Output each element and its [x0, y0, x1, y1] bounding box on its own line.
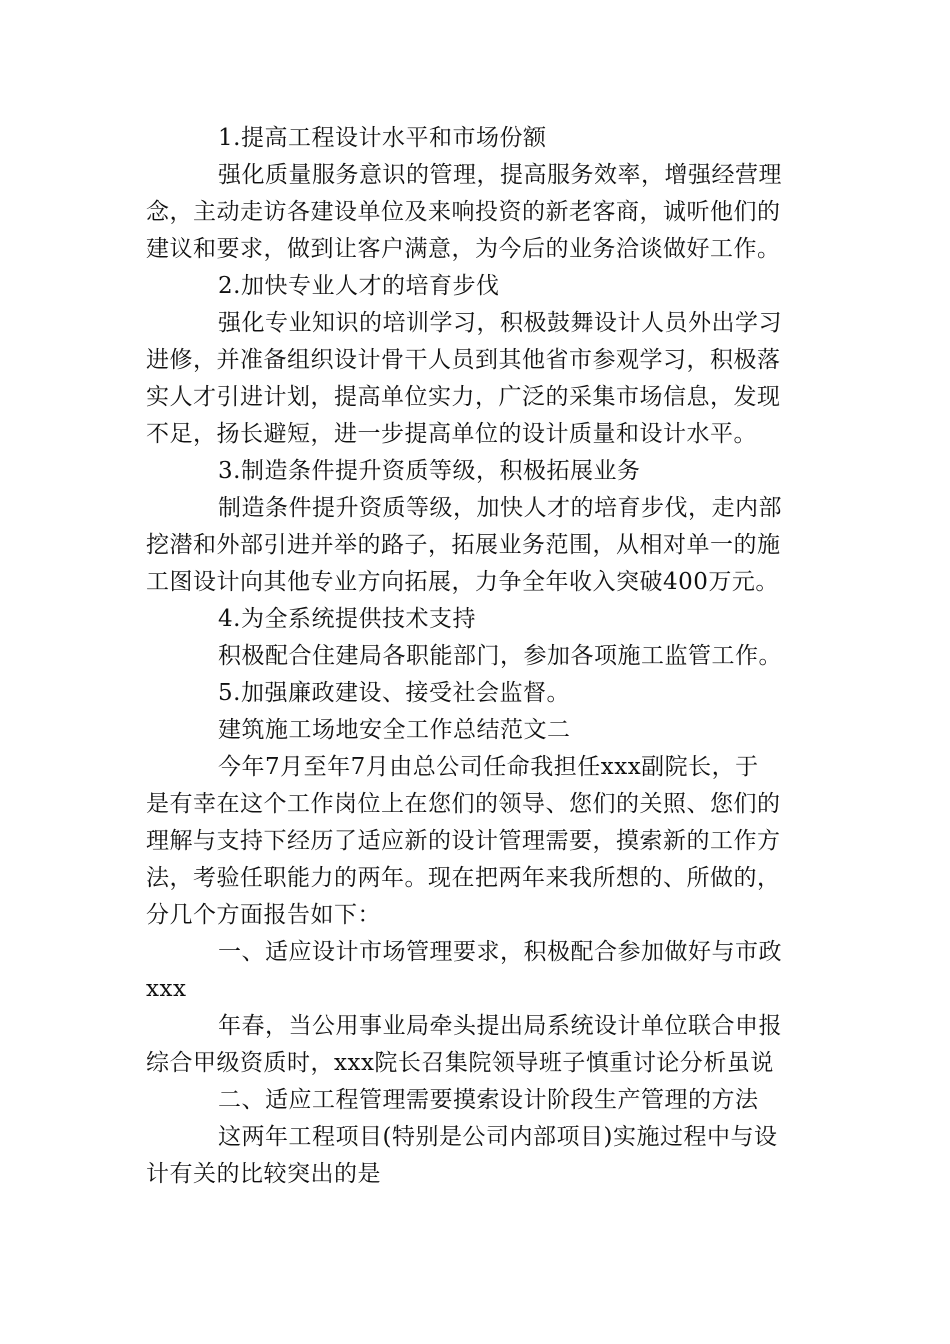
paragraph-line: 强化质量服务意识的管理，提高服务效率，增强经营理 [218, 162, 782, 188]
paragraph-line: 制造条件提升资质等级，加快人才的培育步伐，走内部 [218, 495, 782, 521]
paragraph-line: 工图设计向其他专业方向拓展，力争全年收入突破400万元。 [146, 569, 779, 595]
paragraph-line: 建议和要求，做到让客户满意，为今后的业务洽谈做好工作。 [146, 236, 781, 262]
paragraph-line: 理解与支持下经历了适应新的设计管理需要，摸索新的工作方 [146, 828, 781, 854]
heading-4: 4.为全系统提供技术支持 [218, 606, 476, 632]
paragraph-line: 是有幸在这个工作岗位上在您们的领导、您们的关照、您们的 [146, 791, 781, 817]
subheading-2: 二、适应工程管理需要摸索设计阶段生产管理的方法 [218, 1087, 759, 1113]
paragraph-line: 进修，并准备组织设计骨干人员到其他省市参观学习，积极落 [146, 347, 781, 373]
paragraph-line: 法，考验任职能力的两年。现在把两年来我所想的、所做的， [146, 865, 781, 891]
paragraph-line: 分几个方面报告如下： [146, 902, 381, 928]
paragraph-line: 实人才引进计划，提高单位实力，广泛的采集市场信息，发现 [146, 384, 781, 410]
paragraph-line: 这两年工程项目(特别是公司内部项目)实施过程中与设 [218, 1124, 778, 1150]
paragraph-line: 强化专业知识的培训学习，积极鼓舞设计人员外出学习 [218, 310, 782, 336]
paragraph-line: 念，主动走访各建设单位及来响投资的新老客商，诚听他们的 [146, 199, 781, 225]
heading-3: 3.制造条件提升资质等级，积极拓展业务 [218, 458, 641, 484]
paragraph-line: 挖潜和外部引进并举的路子，拓展业务范围，从相对单一的施 [146, 532, 781, 558]
subheading-1: 一、适应设计市场管理要求，积极配合参加做好与市政 [218, 939, 782, 965]
heading-5: 5.加强廉政建设、接受社会监督。 [218, 680, 570, 706]
paragraph-line: 综合甲级资质时，xxx院长召集院领导班子慎重讨论分析虽说 [146, 1050, 774, 1076]
paragraph-line: xxx [146, 976, 187, 1002]
paragraph-line: 年春，当公用事业局牵头提出局系统设计单位联合申报 [218, 1013, 782, 1039]
paragraph-line: 不足，扬长避短，进一步提高单位的设计质量和设计水平。 [146, 421, 757, 447]
heading-2: 2.加快专业人才的培育步伐 [218, 273, 500, 299]
heading-1: 1.提高工程设计水平和市场份额 [218, 125, 547, 151]
paragraph-line: 今年7月至年7月由总公司任命我担任xxx副院长，于 [218, 754, 759, 780]
section-title: 建筑施工场地安全工作总结范文二 [218, 717, 571, 743]
paragraph-line: 计有关的比较突出的是 [146, 1161, 381, 1187]
paragraph-line: 积极配合住建局各职能部门，参加各项施工监管工作。 [218, 643, 782, 669]
